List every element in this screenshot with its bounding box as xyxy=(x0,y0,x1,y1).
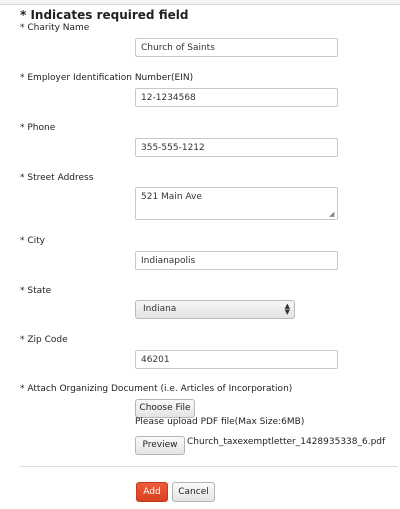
city-input[interactable] xyxy=(135,251,338,270)
state-select-value: Indiana xyxy=(143,304,177,314)
street-address-textarea[interactable] xyxy=(135,187,338,220)
ein-input[interactable] xyxy=(135,88,338,107)
attached-file-name: Church_taxexemptletter_1428935338_6.pdf xyxy=(187,437,386,447)
street-address-label: * Street Address xyxy=(20,173,94,183)
phone-label: * Phone xyxy=(20,123,56,133)
state-label: * State xyxy=(20,286,52,296)
add-button[interactable]: Add xyxy=(136,482,168,502)
charity-name-input[interactable] xyxy=(135,38,338,57)
state-select[interactable] xyxy=(135,300,295,319)
top-strip xyxy=(0,0,400,5)
resize-grip-icon[interactable]: ◢ xyxy=(329,210,335,218)
charity-name-label: * Charity Name xyxy=(20,23,90,33)
ein-label: * Employer Identification Number(EIN) xyxy=(20,73,194,83)
zip-code-label: * Zip Code xyxy=(20,335,68,345)
attach-document-label: * Attach Organizing Document (i.e. Articles of Incorporation) xyxy=(20,384,293,394)
phone-input[interactable] xyxy=(135,138,338,157)
choose-file-button[interactable]: Choose File xyxy=(135,399,195,418)
required-field-note: * Indicates required field xyxy=(20,8,189,22)
form-divider xyxy=(20,466,398,467)
cancel-button[interactable]: Cancel xyxy=(172,482,215,502)
zip-code-input[interactable] xyxy=(135,350,338,369)
preview-button[interactable]: Preview xyxy=(135,436,185,455)
city-label: * City xyxy=(20,236,46,246)
upload-hint-text: Please upload PDF file(Max Size:6MB) xyxy=(135,417,305,427)
select-updown-icon: ▲ ▼ xyxy=(284,302,290,316)
